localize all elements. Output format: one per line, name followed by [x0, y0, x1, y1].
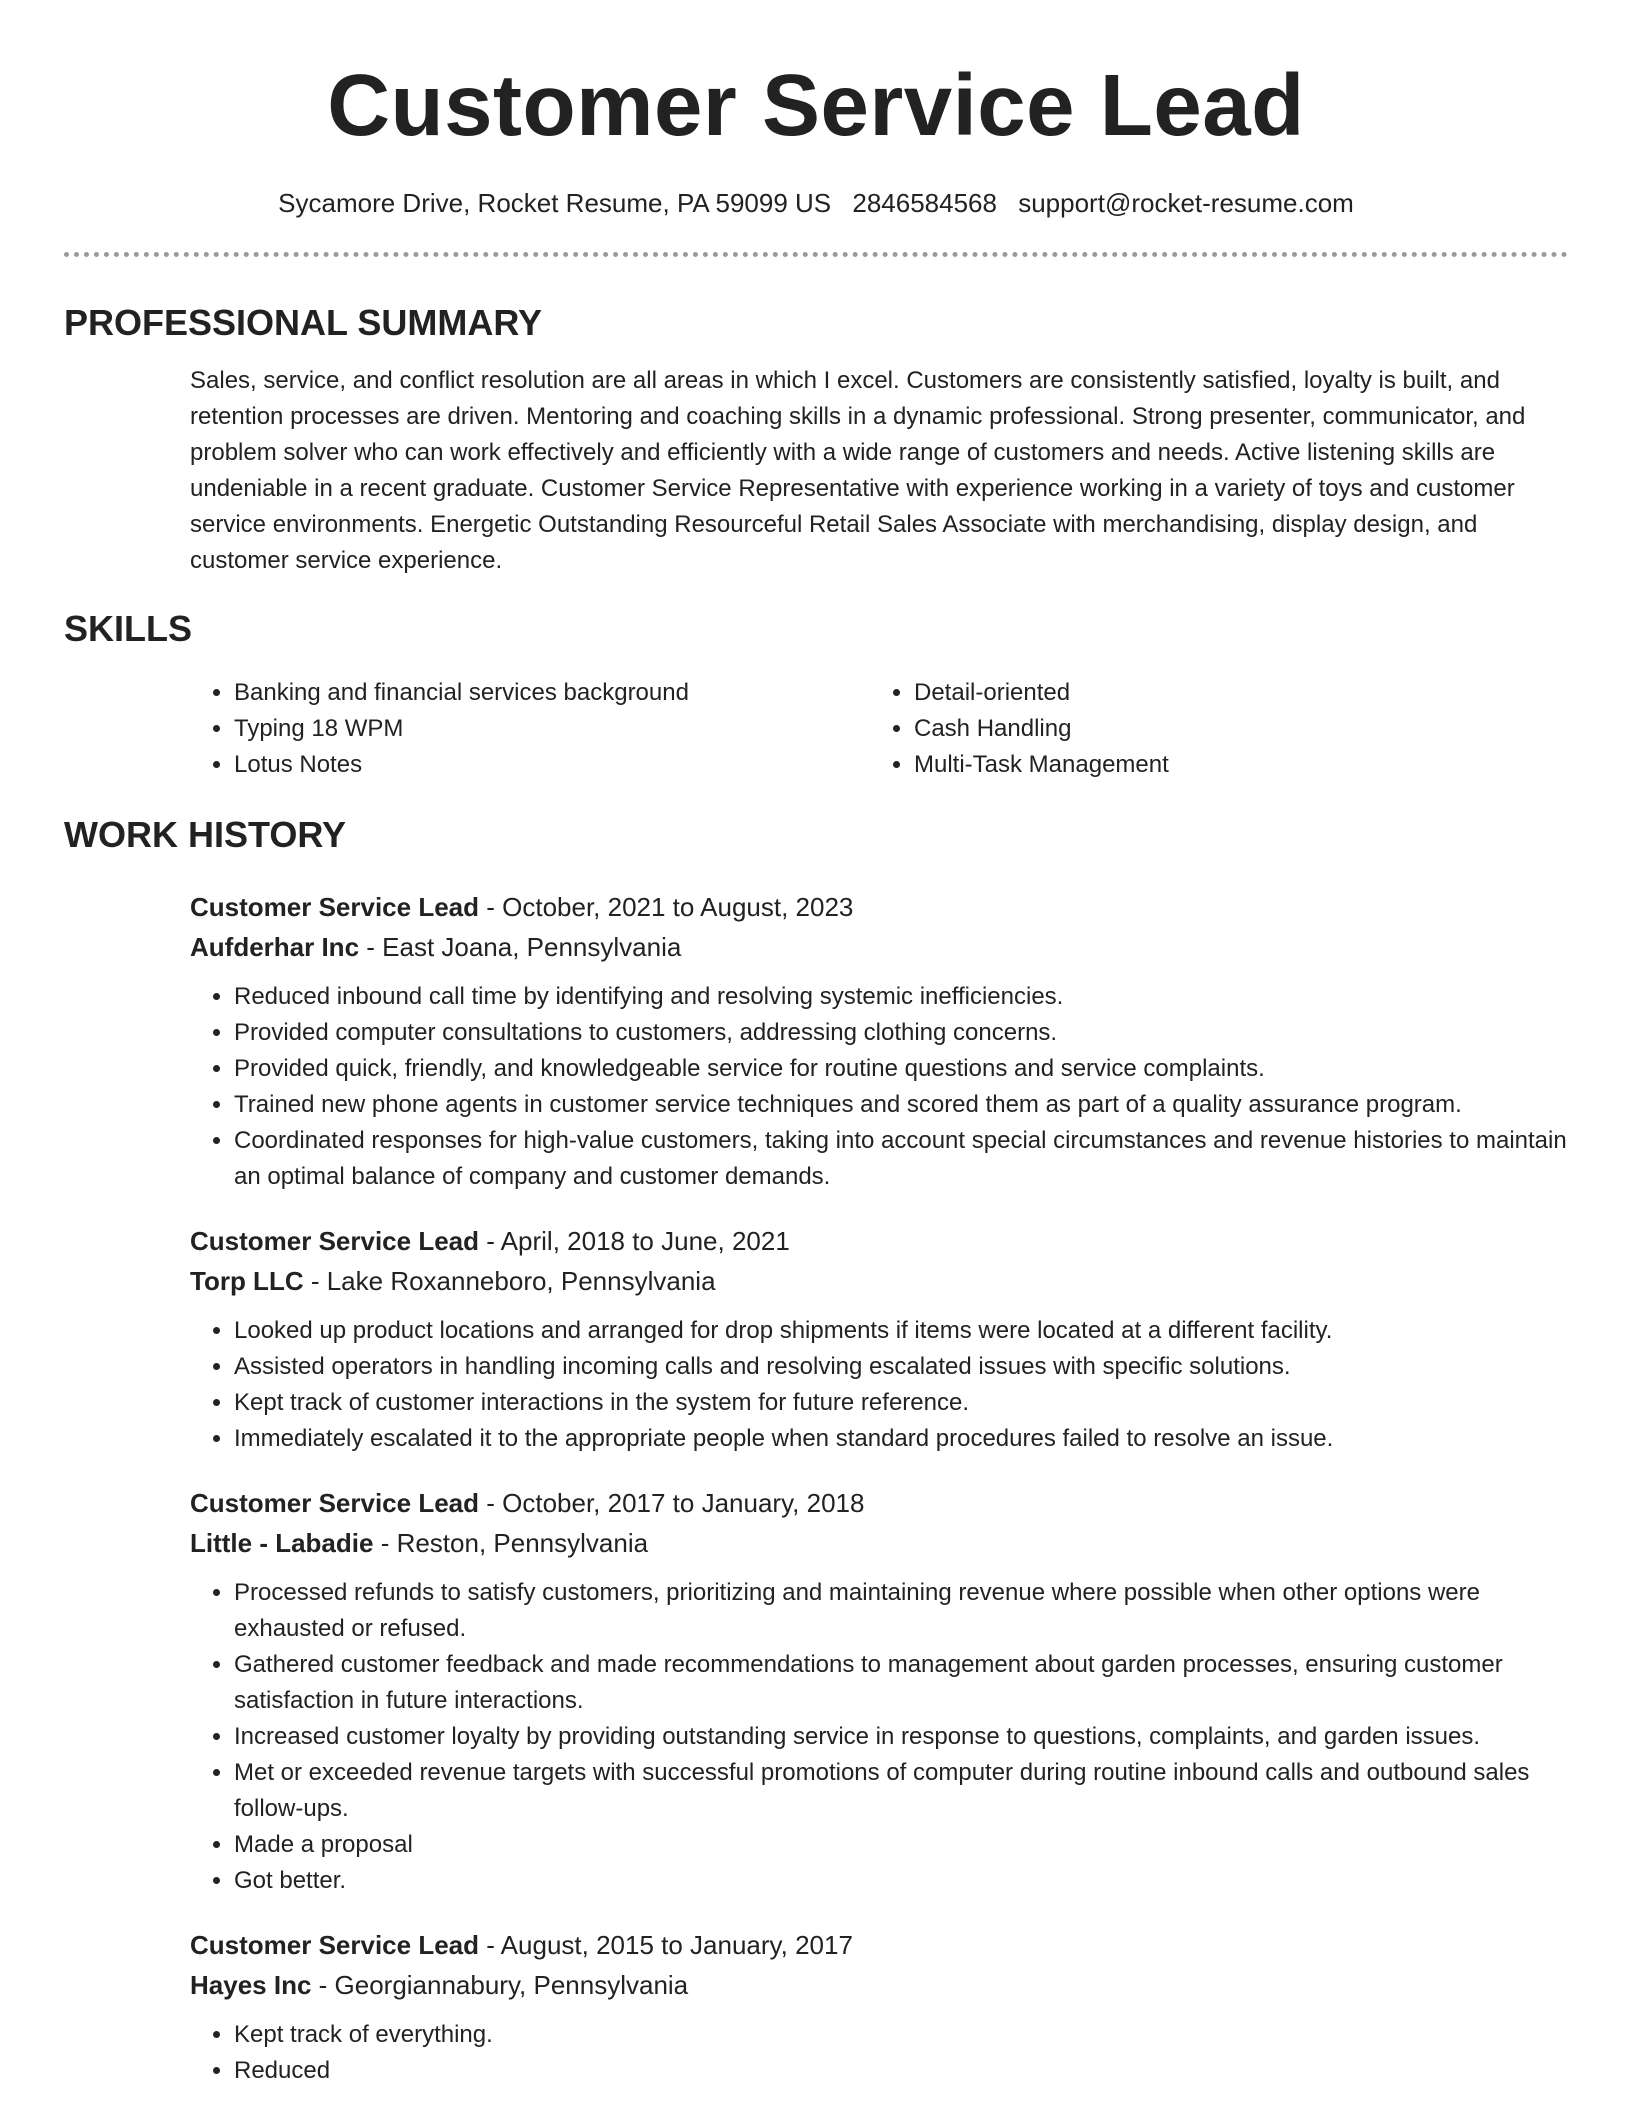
job-role: Customer Service Lead	[190, 1488, 480, 1518]
job-bullet: • Immediately escalated it to the appropriate people when standard procedures failed to resolve an issue.	[234, 1421, 1568, 1457]
job-bullets	[190, 2017, 1568, 2089]
job-entry	[190, 887, 1568, 1195]
job-company: Little - Labadie	[190, 1528, 374, 1558]
job-bullet: • Gathered customer feedback and made recommendations to management about garden processes, ensuring customer satisfaction in future interactions.	[234, 1647, 1568, 1719]
job-dates: - August, 2015 to January, 2017	[479, 1930, 853, 1960]
job-bullets	[190, 979, 1568, 1195]
job-bullet: • Kept track of everything.	[234, 2017, 1568, 2053]
job-location: - Reston, Pennsylvania	[373, 1528, 649, 1558]
job-company-line	[190, 1965, 1568, 2005]
job-title-line	[190, 1221, 1568, 1261]
job-bullet: • Reduced inbound call time by identifying and resolving systemic inefficiencies.	[234, 979, 1568, 1015]
skill-item: • Banking and financial services background	[234, 675, 870, 711]
job-role: Customer Service Lead	[190, 892, 480, 922]
job-bullet: • Trained new phone agents in customer service techniques and scored them as part of a quality assurance program.	[234, 1087, 1568, 1123]
skills-list	[190, 675, 1568, 783]
summary-text: Sales, service, and conflict resolution are all areas in which I excel. Customers are consistently satisfied, loyalty is built, and retention processes are driven. Mentoring and coaching skills in a dynamic professional. Strong presenter, communicator, and problem solver who can work effectively and efficiently with a wide range of customers and needs. Active listening skills are undeniable in a recent graduate. Customer Service Representative with experience working in a variety of toys and customer service environments. Energetic Outstanding Resourceful Retail Sales Associate with merchandising, display design, and customer service experience.	[190, 367, 1526, 574]
job-role: Customer Service Lead	[190, 1930, 480, 1960]
job-bullet: • Provided computer consultations to customers, addressing clothing concerns.	[234, 1015, 1568, 1051]
job-entry	[190, 1221, 1568, 1457]
job-entry	[190, 1925, 1568, 2089]
job-bullet: • Assisted operators in handling incoming calls and resolving escalated issues with specific solutions.	[234, 1349, 1568, 1385]
contact-email: support@rocket-resume.com	[1018, 188, 1354, 218]
job-company-line	[190, 927, 1568, 967]
job-title-line	[190, 1925, 1568, 1965]
job-company-line	[190, 1261, 1568, 1301]
header-divider	[64, 252, 1568, 257]
skill-item: • Multi-Task Management	[914, 747, 1550, 783]
job-bullets	[190, 1575, 1568, 1899]
skill-item: • Cash Handling	[914, 711, 1550, 747]
job-bullet: • Processed refunds to satisfy customers, prioritizing and maintaining revenue where possible when other options were exhausted or refused.	[234, 1575, 1568, 1647]
job-dates: - April, 2018 to June, 2021	[479, 1226, 790, 1256]
job-bullet: • Kept track of customer interactions in the system for future reference.	[234, 1385, 1568, 1421]
summary-heading: PROFESSIONAL SUMMARY	[64, 302, 543, 343]
job-bullet: • Increased customer loyalty by providing outstanding service in response to questions, complaints, and garden issues.	[234, 1719, 1568, 1755]
contact-line	[64, 186, 1568, 220]
work-history-heading: WORK HISTORY	[64, 814, 347, 855]
job-role: Customer Service Lead	[190, 1226, 480, 1256]
job-dates: - October, 2017 to January, 2018	[479, 1488, 865, 1518]
job-company: Torp LLC	[190, 1266, 304, 1296]
skill-item: • Lotus Notes	[234, 747, 870, 783]
resume-name: Customer Service Lead	[327, 57, 1305, 154]
job-bullet: • Got better.	[234, 1863, 1568, 1899]
job-bullet: • Met or exceeded revenue targets with successful promotions of computer during routine inbound calls and outbound sales follow-ups.	[234, 1755, 1568, 1827]
job-bullet: • Made a proposal	[234, 1827, 1568, 1863]
job-bullet: • Looked up product locations and arranged for drop shipments if items were located at a different facility.	[234, 1313, 1568, 1349]
skill-item: • Typing 18 WPM	[234, 711, 870, 747]
contact-phone: 2846584568	[852, 188, 997, 218]
job-title-line	[190, 1483, 1568, 1523]
job-bullet: • Reduced	[234, 2053, 1568, 2089]
job-location: - Lake Roxanneboro, Pennsylvania	[303, 1266, 716, 1296]
job-bullet: • Coordinated responses for high-value customers, taking into account special circumstances and revenue histories to maintain an optimal balance of company and customer demands.	[234, 1123, 1568, 1195]
job-bullets	[190, 1313, 1568, 1457]
job-title-line	[190, 887, 1568, 927]
job-location: - Georgiannabury, Pennsylvania	[311, 1970, 689, 2000]
skills-heading: SKILLS	[64, 608, 193, 649]
skills-column-left	[190, 675, 870, 783]
job-entry	[190, 1483, 1568, 1899]
contact-address: Sycamore Drive, Rocket Resume, PA 59099 US	[278, 188, 832, 218]
job-company: Aufderhar Inc	[190, 932, 360, 962]
skill-item: • Detail-oriented	[914, 675, 1550, 711]
job-company-line	[190, 1523, 1568, 1563]
skills-column-right	[870, 675, 1550, 783]
job-dates: - October, 2021 to August, 2023	[479, 892, 854, 922]
job-location: - East Joana, Pennsylvania	[359, 932, 682, 962]
job-company: Hayes Inc	[190, 1970, 312, 2000]
job-bullet: • Provided quick, friendly, and knowledgeable service for routine questions and service complaints.	[234, 1051, 1568, 1087]
